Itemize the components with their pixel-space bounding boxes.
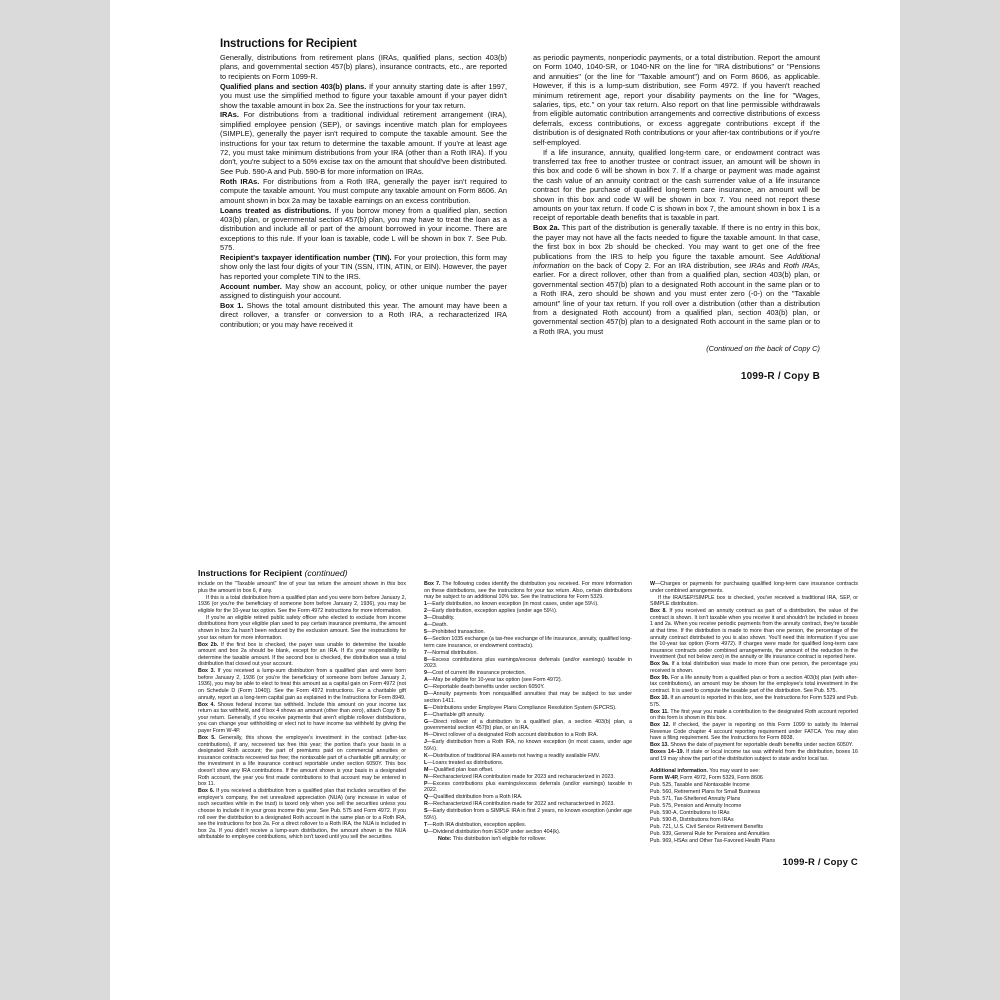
copy-c-tag: 1099-R / Copy C [782,856,858,868]
paragraph: Box 10. If an amount is reported in this box, see the Instructions for Form 5329 and Pub. 575. [650,695,859,708]
copy-b-tag: 1099-R / Copy B [740,371,820,383]
additional-info-label: Additional information. [650,767,708,774]
paragraph: Recipient's taxpayer identification number (TIN). For your protection, this form may show only the last four digits of your TIN (SSN, ITIN, ATIN, or EIN). However, the payer has reported your complete TIN to the IRS. [220,253,508,281]
paragraph: E—Distributions under Employee Plans Compliance Resolution System (EPCRS). [424,704,617,711]
paragraph: F—Charitable gift annuity. [424,711,485,718]
paragraph: Box 4. Shows federal income tax withheld. Include this amount on your income tax return as tax withheld, and if box 4 shows an amount (other than zero), attach Copy B to your return. Generally, if you receive payments that aren't eligible rollover distributions, you can change your withholding or elect not to have income tax withheld by giving the payer Form W-4P. [198,701,406,735]
paragraph: T—Roth IRA distribution, exception applies. [424,821,527,828]
paragraph: M—Qualified plan loan offset. [424,766,494,773]
paragraph: K—Distribution of traditional IRA assets not having a readily available FMV. [424,752,601,759]
paragraph: N—Recharacterized IRA contribution made for 2023 and recharacterized in 2023. [424,773,615,780]
paragraph: A—May be eligible for 10-year tax option (see Form 4972). [424,677,563,684]
paragraph: L—Loans treated as distributions. [424,759,504,766]
paragraph: Boxes 14–19. If state or local income tax was withheld from the distribution, boxes 16 and 19 may show the part of the distribution subject to state and/or local tax. [650,749,858,762]
paragraph: Box 2b. If the first box is checked, the payer was unable to determine the taxable amount and box 2a should be blank, except for an IRA. If it's your responsibility to determine the taxable amount. If the second box is checked, the distribution was a total distribution that closed out your account. [198,641,406,668]
paragraph: Box 9b. For a life annuity from a qualified plan or from a section 403(b) plan (with after-tax contributions), an amount may be shown for the employee's total investment in the contract. It is used to compute the taxable part of the distribution. See Pub. 575. [650,674,858,695]
paragraph: P—Excess contributions plus earnings/excess deferrals (and/or earnings) taxable in 2022. [424,780,632,794]
paragraph: H—Direct rollover of a designated Roth account distribution to a Roth IRA. [424,732,599,739]
document-page [110,0,900,1000]
paragraph: include on the "Taxable amount" line of your tax return the amount shown in this box plus the amount in box 6, if any. [198,581,406,594]
paragraph: Box 1. Shows the total amount distributed this year. The amount may have been a direct rollover, a transfer or conversion to a Roth IRA, a recharacterized IRA contribution; or you may have received it [220,301,508,329]
copy-c-columns [198,581,858,845]
copy-c-section [198,568,858,868]
copy-c-heading-cont: (continued) [304,568,348,578]
paragraph: 3—Disability. [424,615,455,622]
additional-info-heading [650,768,858,775]
additional-info-intro: You may want to see: [709,767,760,774]
list-item: Pub. 560, Retirement Plans for Small Business [650,788,761,795]
paragraph: 6—Section 1035 exchange (a tax-free exchange of life insurance, annuity, qualified long-term care insurance, or endowment contracts). [424,636,632,649]
paragraph: Box 8. If you received an annuity contract as part of a distribution, the value of the contract is shown. It isn't taxable when you receive it and shouldn't be included in boxes 1 and 2a. When you receive periodic payments from the annuity contract, they're taxable at that time. If the distribution is made to more than one person, the percentage of the annuity contract distributed to you is also shown. You'll need this information if you use the 10-year tax option (Form 4972). If charges were made for qualified long-term care insurance contracts under combined arrangements, the amount of the reduction in the investment (but not below zero) in the annuity or life insurance contract is reported here. [650,608,858,661]
paragraph: If you're an eligible retired public safety officer who elected to exclude from income distributions from your eligible plan used to pay certain insurance premiums, the amount shown in box 2a hasn't been reduced by the exclusion amount. See the instructions for your tax return for more information. [198,614,406,641]
paragraph: U—Dividend distribution from ESOP under section 404(k). [424,828,561,835]
paragraph: 1—Early distribution, no known exception (in most cases, under age 59½). [424,601,599,608]
paragraph: Box 13. Shows the date of payment for reportable death benefits under section 6050Y. [650,742,854,749]
paragraph: Box 3. If you received a lump-sum distribution from a qualified plan and were born before January 2, 1936 (or you're the beneficiary of someone born before January 2, 1936), you may be able to elect to treat this amount as a capital gain on Form 4972 (not on Schedule D (Form 1040)). See the Form 4972 instructions. For a charitable gift annuity, report as a long-term capital gain as explained in the Instructions for Form 8949. [198,668,406,701]
paragraph: C—Reportable death benefits under section 6050Y. [424,684,545,691]
paragraph: Generally, distributions from retirement plans (IRAs, qualified plans, section 403(b) plans, and governmental section 457(b) plans), insurance contracts, etc., are reported to recipients on Form 1099-R. [220,53,507,81]
paragraph: Box 2a. This part of the distribution is generally taxable. If there is no entry in this box, the payer may not have all the facts needed to figure the taxable amount. In that case, the first box in box 2b should be checked. You may want to get one of the free publications from the IRS to help you figure the taxable amount. See Additional information on the back of Copy 2. For an IRA distribution, see IRAs and Roth IRAs, earlier. For a direct rollover, other than from a qualified plan, section 403(b) plan, or governmental section 457(b) plan to a designated Roth account in the same plan or to a Roth IRA, zero should be shown and you must enter zero (-0-) on the "Taxable amount" line of your tax return. If you roll over a distribution (other than a distribution from a designated Roth account) from a qualified plan, section 403(b) plan, or governmental section 457(b) plan to a designated Roth account in the same plan or to a Roth IRA, you must [533,223,820,336]
paragraph: If the IRA/SEP/SIMPLE box is checked, you've received a traditional IRA, SEP, or SIMPLE distribution. [650,594,858,608]
paragraph: Box 6. If you received a distribution from a qualified plan that includes securities of the employer's company, the net unrealized appreciation (NUA) (any increase in value of such securities while in the trust) is taxed only when you sell the securities unless you choose to include it in your gross income this year. See Pub. 575 and Form 4972. If you roll over the distribution to a designated Roth account in the same plan or to a Roth IRA, see the instructions for box 2a. For a direct rollover to a Roth IRA, the NUA is included in box 2a. If you didn't receive a lump-sum distribution, the amount shown is the NUA attributable to employee contributions, which isn't taxed until you sell the securities. [198,788,406,841]
paragraph: Roth IRAs. For distributions from a Roth IRA, generally the payer isn't required to compute the taxable amount. You must compute any taxable amount on Form 8606. An amount shown in box 2a may be taxable earnings on an excess contribution. [220,176,508,205]
paragraph: D—Annuity payments from nonqualified annuities that may be subject to tax under section 1411. [424,691,632,704]
continued-note: (Continued on the back of Copy C) [706,344,820,354]
paragraph: 7—Normal distribution. [424,649,478,656]
copy-c-heading-main: Instructions for Recipient [198,568,303,578]
copy-c-column-3 [650,581,858,845]
paragraph: Box 11. The first year you made a contribution to the designated Roth account reported on this form is shown in this box. [650,708,858,722]
paragraph: If this is a total distribution from a qualified plan and you were born before January 2, 1936 (or you're the beneficiary of someone born before January 2, 1936), you may be eligible for the 10-year tax option. See the Form 4972 instructions for more information. [198,594,406,614]
copy-c-column-2 [424,581,632,845]
copy-b-section [220,38,820,382]
paragraph: 9—Cost of current life insurance protection. [424,670,526,677]
copy-b-right-column [533,53,820,353]
paragraph: If a life insurance, annuity, qualified long-term care, or endowment contract was transferred tax free to another trustee or contract issuer, an amount will be shown in this box and code 6 will be shown in box 7. If a charge or payment was made against the cash value of an annuity contract or the cash surrender value of a life insurance contract for the purchase of qualified long-term care insurance, an amount will be shown in this box and code W will be shown in box 7. You need not report these amounts on your tax return. If code C is shown in box 7, the amount shown in box 1 is a receipt of reportable death benefits that is taxable in part. [533,147,820,223]
copy-b-heading: Instructions for Recipient [220,38,357,50]
paragraph: Box 7. The following codes identify the distribution you received. For more information on these distributions, see the instructions for your tax return. Also, certain distributions may be subject to an additional 10% tax. See the Instructions for Form 5329. [424,581,632,601]
paragraph: Loans treated as distributions. If you borrow money from a qualified plan, section 403(b) plan, or governmental section 457(b) plan, you may have to treat the loan as a distribution and include all or part of the amount borrowed in your income. There are exceptions to this rule. If your loan is taxable, code L will be shown in box 7. See Pub. 575. [220,205,507,253]
paragraph: Qualified plans and section 403(b) plans. If your annuity starting date is after 1997, you must use the simplified method to figure your taxable amount if your payer didn't show the taxable amount in box 2a. See the instructions for your tax return. [220,81,508,110]
paragraph: S—Early distribution from a SIMPLE IRA in first 2 years, no known exception (under age 59½). [424,808,632,821]
paragraph: 4—Death. [424,622,448,629]
paragraph: Q—Qualified distribution from a Roth IRA. [424,794,523,801]
copy-b-left-column [220,53,507,353]
list-item: Pub. 525, Taxable and Nontaxable Income [650,781,750,788]
copy-c-column-1 [198,581,406,845]
list-item: Pub. 590-B, Distributions from IRAs [650,816,734,823]
paragraph: J—Early distribution from a Roth IRA, no known exception (in most cases, under age 59½). [424,739,632,752]
list-item: Form W-4P, Form 4972, Form 5329, Form 8606 [650,774,763,781]
paragraph: Account number. May show an account, policy, or other unique number the payer assigned to distinguish your account. [220,281,507,301]
paragraph: as periodic payments, nonperiodic payments, or a total distribution. Report the amount on Form 1040, 1040-SR, or 1040-NR on the line for "IRA distributions" or "Pensions and annuities" (or the line for "Taxable amount") and on Form 8606, as applicable. However, if this is a lump-sum distribution, see Form 4972. If you haven't reached minimum retirement age, report your disability payments on the line for "Wages, salaries, tips, etc." on your tax return. Also report on that line permissible withdrawals from eligible automatic contribution arrangements and corrective distributions of excess deferrals, excess contributions, or excess aggregate contributions except if the distribution is of designated Roth contributions or your after-tax contributions or if you're self-employed. [533,53,820,147]
paragraph: Note: This distribution isn't eligible for rollover. [438,835,547,842]
list-item: Pub. 571, Tax-Sheltered Annuity Plans [650,795,741,802]
copy-c-heading [198,568,858,578]
list-item: Pub. 939, General Rule for Pensions and Annuities [650,830,770,837]
list-item: Pub. 575, Pension and Annuity Income [650,802,742,809]
paragraph: IRAs. For distributions from a traditional individual retirement arrangement (IRA), simplified employee pension (SEP), or savings incentive match plan for employees (SIMPLE), generally the payer isn't required to compute the taxable amount. See the instructions for your tax return to determine the taxable amount. If you're at least age 72, you must take minimum distributions from your IRA (other than a Roth IRA). If you don't, you're subject to a 50% excise tax on the amount that should've been distributed. See Pub. 590-A and Pub. 590-B for more information on IRAs. [220,110,507,176]
paragraph: R—Recharacterized IRA contribution made for 2022 and recharacterized in 2023. [424,801,615,808]
copy-b-columns [220,53,820,353]
paragraph: Box 9a. If a total distribution was made to more than one person, the percentage you received is shown. [650,661,858,674]
paragraph: 5—Prohibited transaction. [424,629,485,636]
list-item: Pub. 590-A, Contributions to IRAs [650,809,730,816]
paragraph: W—Charges or payments for purchasing qualified long-term care insurance contracts under combined arrangements. [650,581,858,594]
list-item: Pub. 721, U.S. Civil Service Retirement Benefits [650,823,764,830]
paragraph: Box 5. Generally, this shows the employee's investment in the contract (after-tax contributions), if any, recovered tax free this year; the portion that's your basis in a designated Roth account; the part of premiums paid on commercial annuities or insurance contracts recovered tax free; the nontaxable part of a charitable gift annuity; or the investment in a life insurance contract reportable under section 6050Y. This box doesn't show any IRA contributions. If the amount shown is your basis in a designated Roth account, the year you first made contributions to that account may be entered in box 11. [198,735,406,788]
paragraph: Box 12. If checked, the payer is reporting on this Form 1099 to satisfy its Internal Revenue Code chapter 4 account reporting requirement under FATCA. You may also have a filing requirement. See the Instructions for Form 8938. [650,722,859,742]
list-item: Pub. 969, HSAs and Other Tax-Favored Health Plans [650,837,776,844]
paragraph: G—Direct rollover of a distribution to a qualified plan, a section 403(b) plan, a governmental section 457(b) plan, or an IRA. [424,718,632,732]
paragraph: 2—Early distribution, exception applies (under age 59½). [424,608,558,615]
paragraph: 8—Excess contributions plus earnings/excess deferrals (and/or earnings) taxable in 2023. [424,656,632,670]
